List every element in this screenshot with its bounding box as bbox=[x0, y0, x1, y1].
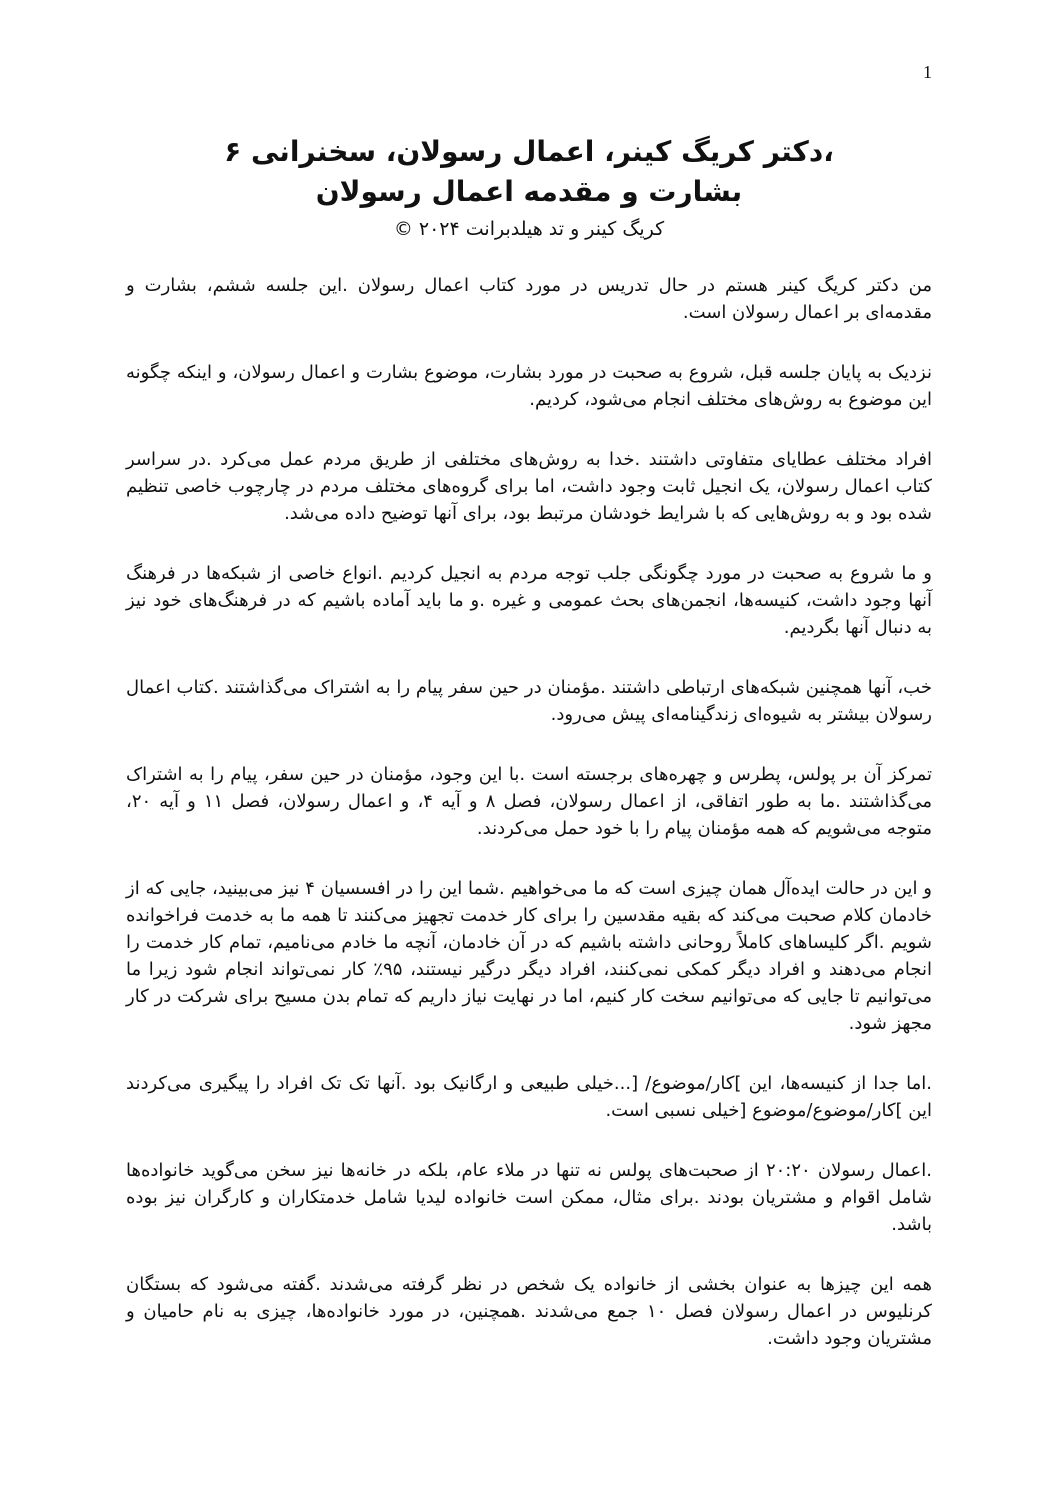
paragraph-2: نزدیک به پایان جلسه قبل، شروع به صحبت در مورد بشارت، موضوع بشارت و اعمال رسولان، و اینکه چگونه این موضوع به روش‌های مختلف انجام می‌شود، کردیم. bbox=[126, 362, 932, 410]
author-copyright: کریگ کینر و تد هیلدبرانت ۲۰۲۴ © bbox=[393, 218, 665, 240]
paragraph-8: .اما جدا از کنیسه‌ها، این ]کار/موضوع/ [...خیلی طبیعی و ارگانیک بود .آنها تک تک افراد را پیگیری می‌کردند این ]کار/موضوع/موضوع [خیلی نسبی است. bbox=[126, 1073, 932, 1121]
paragraph-6: تمرکز آن بر پولس، پطرس و چهره‌های برجسته است .با این وجود، مؤمنان در حین سفر، پیام را به اشتراک می‌گذاشتند .ما به طور اتفاقی، از اعمال رسولان، فصل ۸ و آیه ۴، و اعمال رسولان، فصل ۱۱ و آیه ۲۰، متوجه می‌شویم که همه مؤمنان پیام را با خود حمل می‌کردند. bbox=[126, 764, 932, 839]
paragraph-1: من دکتر کریگ کینر هستم در حال تدریس در مورد کتاب اعمال رسولان .این جلسه ششم، بشارت و مقدمه‌ای بر اعمال رسولان است. bbox=[126, 275, 932, 323]
paragraph-10: همه این چیزها به عنوان بخشی از خانواده یک شخص در نظر گرفته می‌شدند .گفته می‌شود که بستگان کرنلیوس در اعمال رسولان فصل ۱۰ جمع می‌شدند .همچنین، در مورد خانواده‌ها، چیزی به نام حامیان و مشتریان وجود داشت. bbox=[126, 1274, 932, 1349]
title-block bbox=[126, 132, 932, 244]
page-number: 1 bbox=[923, 62, 932, 82]
paragraph-3: افراد مختلف عطایای متفاوتی داشتند .خدا به روش‌های مختلفی از طریق مردم عمل می‌کرد .در سراسر کتاب اعمال رسولان، یک انجیل ثابت وجود داشت، اما برای گروه‌های مختلف مردم در چارچوب خاصی تنظیم شده بود و به روش‌هایی که با شرایط خودشان مرتبط بود، برای آنها توضیح داده می‌شد. bbox=[126, 449, 932, 524]
paragraph-4: و ما شروع به صحبت در مورد چگونگی جلب توجه مردم به انجیل کردیم .انواع خاصی از شبکه‌ها در فرهنگ آنها وجود داشت، کنیسه‌ها، انجمن‌های بحث عمومی و غیره .و ما باید آماده باشیم که در فرهنگ‌های خود نیز به دنبال آنها بگردیم. bbox=[126, 563, 932, 638]
paragraph-9: .اعمال رسولان ۲۰:۲۰ از صحبت‌های پولس نه تنها در ملاء عام، بلکه در خانه‌ها نیز سخن می‌گوید خانواده‌ها شامل اقوام و مشتریان بودند .برای مثال، ممکن است خانواده لیدیا شامل خدمتکاران و کارگران نیز بوده باشد. bbox=[126, 1160, 933, 1235]
paragraph-5: خب، آنها همچنین شبکه‌های ارتباطی داشتند .مؤمنان در حین سفر پیام را به اشتراک می‌گذاشتند .کتاب اعمال رسولان بیشتر به شیوه‌ای زندگینامه‌ای پیش می‌رود. bbox=[126, 677, 932, 725]
page-title: ،دکتر کریگ کینر، اعمال رسولان، سخنرانی ۶ bbox=[224, 135, 834, 168]
document-body bbox=[126, 272, 932, 1385]
page-subtitle-heading: بشارت و مقدمه اعمال رسولان bbox=[315, 175, 743, 208]
paragraph-7: و این در حالت ایده‌آل همان چیزی است که ما می‌خواهیم .شما این را در افسسیان ۴ نیز می‌بینید، جایی که از خادمان کلام صحبت می‌کند که بقیه مقدسین را برای کار خدمت تجهیز می‌کنند تا همه ما به خدمت فراخوانده شویم .اگر کلیساهای کاملاً روحانی داشته باشیم که در آن خادمان، آنچه ما خادم می‌نامیم، تمام کار خدمت را انجام می‌دهند و افراد دیگر کمکی نمی‌کنند، افراد دیگر درگیر نیستند، ۹۵٪ کار نمی‌تواند انجام شود زیرا ما می‌توانیم تا جایی که می‌توانیم سخت کار کنیم، اما در نهایت نیاز داریم که تمام بدن مسیح برای شرکت در کار مجهز شود. bbox=[126, 878, 932, 1034]
